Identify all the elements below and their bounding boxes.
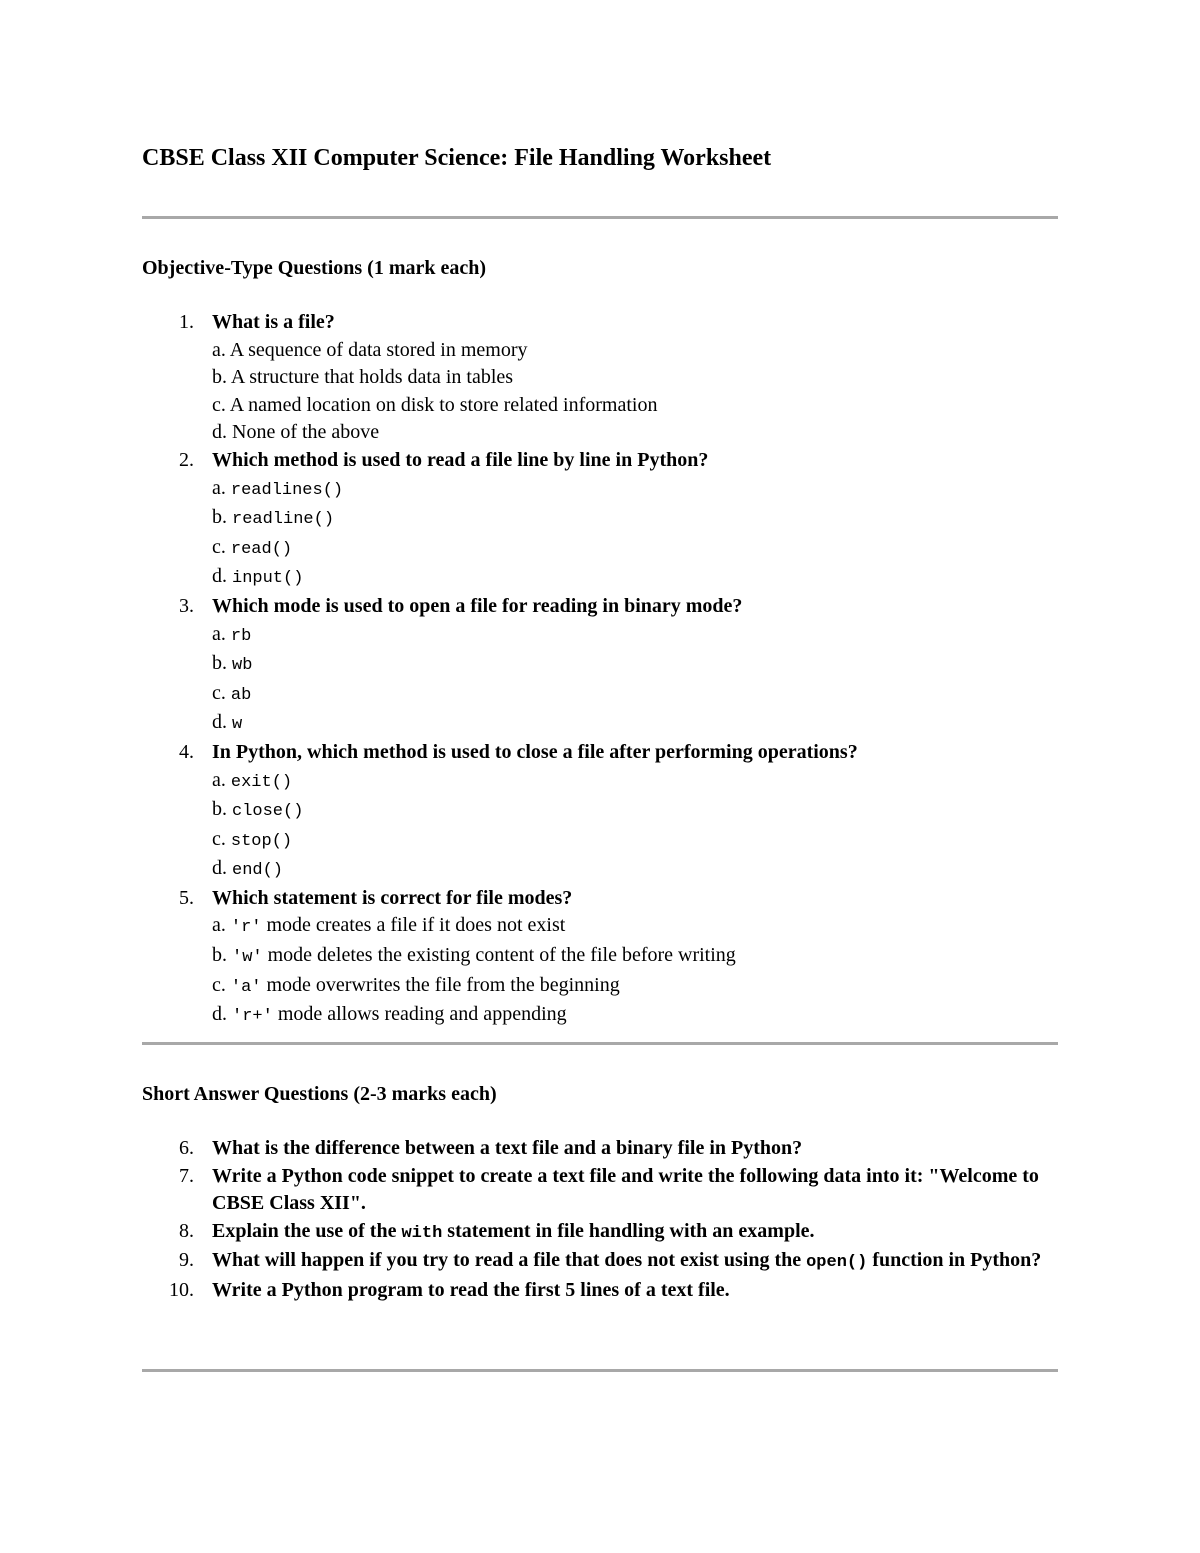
option-label: a. (212, 914, 226, 937)
question-number: 4. (179, 740, 194, 763)
question-body (212, 1163, 1072, 1218)
option-text: mode overwrites the file from the beginning (261, 973, 620, 996)
question-body (212, 309, 1072, 447)
question-text: function in Python? (867, 1249, 1042, 1272)
answer-option (212, 972, 1072, 1002)
option-code: 'r' (230, 918, 262, 938)
question-number: 5. (179, 886, 194, 909)
answer-option (212, 504, 1072, 534)
answer-option (212, 650, 1072, 680)
objective-section-heading: Objective-Type Questions (1 mark each) (142, 257, 487, 279)
answer-option (212, 796, 1072, 826)
option-label: b. (212, 652, 227, 675)
question-body (212, 593, 1072, 739)
question-text: statement in file handling with an example. (442, 1219, 815, 1242)
question-item (142, 1163, 1072, 1218)
question-body (212, 1218, 1072, 1248)
option-label: c. (212, 535, 226, 558)
answer-option (212, 534, 1072, 564)
question-item (142, 739, 1072, 885)
question-code: open() (806, 1253, 868, 1273)
option-label: a. (212, 476, 226, 499)
option-label: a. (212, 768, 226, 791)
question-text: What is a file? (212, 311, 335, 333)
answer-option (212, 563, 1072, 593)
question-text: Write a Python code snippet to create a text file and write the following data into it: "Welcome to CBSE Class XII". (212, 1164, 1039, 1215)
objective-question-list (142, 309, 1072, 1031)
question-number: 2. (179, 448, 194, 471)
question-code: with (401, 1223, 443, 1243)
answer-option (212, 855, 1072, 885)
question-item (142, 1135, 1072, 1163)
divider (142, 1369, 1058, 1372)
option-text: mode deletes the existing content of the file before writing (262, 944, 736, 967)
question-number: 8. (179, 1219, 194, 1242)
question-text: Write a Python program to read the first 5 lines of a text file. (212, 1278, 730, 1301)
option-text: A structure that holds data in tables (230, 366, 514, 389)
question-number: 10. (169, 1278, 194, 1301)
option-code: close() (232, 802, 304, 822)
option-label: d. (212, 1003, 227, 1026)
answer-option (212, 680, 1072, 710)
answer-option (212, 419, 1072, 447)
short-answer-section-heading: Short Answer Questions (2-3 marks each) (142, 1083, 497, 1105)
question-item (142, 1247, 1072, 1277)
option-code: end() (232, 861, 284, 881)
divider (142, 216, 1058, 219)
option-label: d. (212, 421, 227, 444)
question-item (142, 1277, 1072, 1305)
answer-option (212, 364, 1072, 392)
question-item (142, 447, 1072, 593)
option-code: 'a' (230, 977, 262, 997)
option-code: input() (232, 569, 304, 589)
option-label: c. (212, 393, 226, 416)
option-code: wb (232, 656, 253, 676)
answer-option (212, 392, 1072, 420)
question-number: 1. (179, 311, 194, 333)
question-number: 7. (179, 1164, 194, 1187)
answer-option (212, 337, 1072, 365)
option-label: c. (212, 827, 226, 850)
question-body (212, 1135, 1072, 1163)
page-title: CBSE Class XII Computer Science: File Handling Worksheet (142, 145, 772, 171)
option-code: w (232, 715, 243, 735)
question-item (142, 309, 1072, 447)
question-text: Which statement is correct for file modes? (212, 886, 573, 909)
option-label: c. (212, 681, 226, 704)
question-text: Explain the use of the (212, 1219, 402, 1242)
divider (142, 1042, 1058, 1045)
short-answer-question-list (142, 1135, 1072, 1305)
question-item (142, 885, 1072, 1031)
option-code: readline() (232, 510, 335, 530)
question-text: What will happen if you try to read a file that does not exist using the (212, 1249, 807, 1272)
option-code: 'r+' (232, 1007, 273, 1027)
answer-option (212, 475, 1072, 505)
option-code: readlines() (230, 480, 344, 500)
option-label: d. (212, 565, 227, 588)
question-number: 9. (179, 1249, 194, 1272)
option-label: b. (212, 506, 227, 529)
option-code: exit() (230, 772, 293, 792)
option-code: ab (230, 685, 252, 705)
answer-option (212, 912, 1072, 942)
option-code: 'w' (232, 948, 263, 968)
answer-option (212, 709, 1072, 739)
question-body (212, 885, 1072, 1031)
question-body (212, 1247, 1072, 1277)
option-label: a. (212, 338, 226, 361)
question-number: 6. (179, 1137, 194, 1159)
option-code: stop() (230, 831, 293, 851)
option-label: b. (212, 798, 227, 821)
question-text: What is the difference between a text file and a binary file in Python? (212, 1137, 803, 1159)
option-text: A sequence of data stored in memory (229, 338, 528, 361)
question-text: In Python, which method is used to close a file after performing operations? (212, 740, 858, 763)
question-body (212, 447, 1072, 593)
option-label: b. (212, 366, 227, 389)
option-text: None of the above (232, 421, 380, 444)
option-text: mode creates a file if it does not exist (261, 914, 566, 937)
option-label: a. (212, 622, 226, 645)
question-body (212, 739, 1072, 885)
question-text: Which mode is used to open a file for reading in binary mode? (212, 594, 743, 617)
answer-option (212, 767, 1072, 797)
answer-option (212, 621, 1072, 651)
answer-option (212, 1001, 1072, 1031)
option-label: d. (212, 711, 227, 734)
option-text: A named location on disk to store related information (229, 393, 658, 416)
question-item (142, 1218, 1072, 1248)
answer-option (212, 826, 1072, 856)
question-text: Which method is used to read a file line by line in Python? (212, 448, 709, 471)
question-body (212, 1277, 1072, 1305)
question-item (142, 593, 1072, 739)
question-number: 3. (179, 594, 194, 617)
option-code: rb (230, 626, 252, 646)
option-text: mode allows reading and appending (272, 1003, 567, 1026)
answer-option (212, 942, 1072, 972)
option-label: d. (212, 857, 227, 880)
option-label: c. (212, 973, 226, 996)
option-label: b. (212, 944, 227, 967)
option-code: read() (230, 539, 293, 559)
